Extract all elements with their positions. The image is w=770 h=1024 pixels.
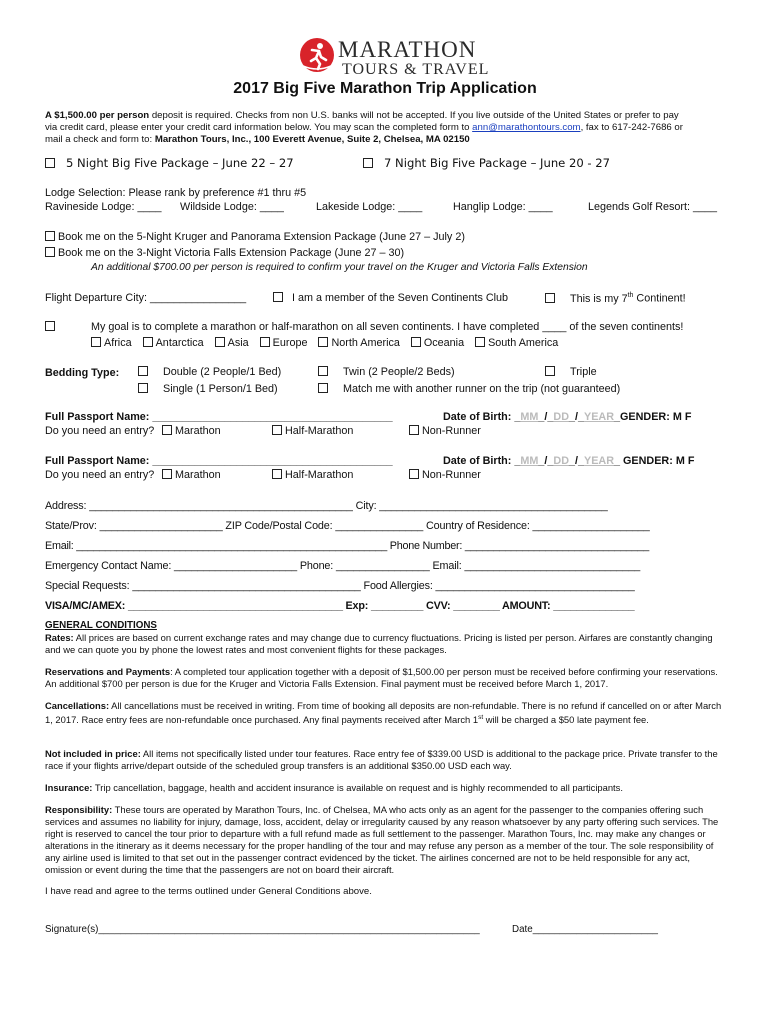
checkbox[interactable] — [215, 337, 225, 347]
page-title: 2017 Big Five Marathon Trip Application — [233, 80, 537, 97]
goal-checkbox[interactable] — [45, 321, 58, 333]
checkbox[interactable] — [138, 383, 148, 393]
entry-nonrunner-1[interactable] — [409, 425, 481, 437]
continent-label: Europe — [272, 337, 308, 349]
reservations-paragraph — [45, 666, 725, 690]
signature-field[interactable]: Signature(s)______________________________________________________________________ — [45, 924, 480, 935]
gender-label: _GENDER: M F — [614, 411, 692, 423]
responsibility-label: Responsibility: — [45, 804, 113, 815]
checkbox[interactable] — [409, 469, 419, 479]
continent-label: South America — [488, 337, 559, 349]
intro-line-2 — [45, 122, 683, 133]
email-phone-field[interactable]: Email: ______________________________________________________ Phone Number: ________________________________ — [45, 540, 650, 552]
bedding-option-label: Single (1 Person/1 Bed) — [163, 383, 278, 395]
goal-text: My goal is to complete a marathon or half-marathon on all seven continents. I have completed ____ of the seven continents! — [91, 321, 684, 333]
checkbox[interactable] — [138, 366, 148, 376]
seventh-label: This is my 7 — [570, 292, 628, 305]
checkbox[interactable] — [318, 337, 328, 347]
checkbox[interactable] — [409, 425, 419, 435]
insurance-paragraph — [45, 782, 725, 794]
cancellations-text: All cancellations must be received in writing. From time of booking all deposits are non-refundable. There is no refund if cancelled on or after March 1, 2017. Race entry fees are non-refundable once purchased. Any final payments received after March 1 — [45, 700, 722, 726]
checkbox[interactable] — [91, 337, 101, 347]
package-5-night[interactable] — [45, 156, 294, 170]
lodge-lakeside[interactable]: Lakeside Lodge: ____ — [316, 201, 423, 213]
package-label: 5 Night Big Five Package – June 22 – 27 — [66, 156, 294, 170]
package-label: 7 Night Big Five Package – June 20 - 27 — [384, 156, 611, 170]
rates-label: Rates: — [45, 632, 74, 643]
entry-option: Marathon — [175, 469, 221, 481]
card-payment-field[interactable]: VISA/MC/AMEX: _____________________________________ Exp: _________ CVV: ________ AMOUNT: ______________ — [45, 600, 635, 612]
extension-note: An additional $700.00 per person is required to confirm your travel on the Kruger and Victoria Falls Extension — [91, 262, 588, 273]
entry-option: Non-Runner — [422, 469, 481, 481]
lodge-heading: Lodge Selection: Please rank by preference #1 thru #5 — [45, 187, 307, 199]
entry-option: Half-Marathon — [285, 425, 354, 437]
continent-label: Africa — [104, 337, 132, 349]
bedding-option-label: Match me with another runner on the trip (not guaranteed) — [343, 383, 621, 395]
dob-1[interactable]: Date of Birth: _MM_/_DD_/_YEAR_GENDER: M F — [443, 411, 692, 423]
reservations-text: : A completed tour application together with a deposit of $1,500.00 per person must be received before confirming your reservations. An additional $700 per person is due for the Kruger and Victoria Falls Extension. Final payment must be received before March 1, 2017. — [45, 666, 718, 689]
entry-row-2 — [45, 469, 154, 481]
agreement-text: I have read and agree to the terms outlined under General Conditions above. — [45, 886, 372, 897]
package-7-night[interactable] — [363, 156, 610, 170]
extension-victoria[interactable] — [45, 247, 404, 259]
bedding-option-label: Triple — [570, 366, 597, 378]
bedding-match[interactable] — [318, 383, 620, 395]
continent-south-america[interactable] — [475, 337, 558, 349]
cancellations-sup: st — [478, 714, 484, 721]
checkbox[interactable] — [318, 366, 328, 376]
dob-dd: DD — [553, 411, 570, 423]
logo-line1: MARATHON — [338, 37, 477, 62]
bedding-twin[interactable] — [318, 366, 455, 378]
entry-row-1 — [45, 425, 154, 437]
entry-label: Do you need an entry? — [45, 469, 155, 481]
continent-europe[interactable] — [260, 337, 308, 349]
continent-label: North America — [331, 337, 400, 349]
rates-text: All prices are based on current exchange rates and may change due to currency fluctuations. Pricing is listed per person. Airfares are constantly changing and we can quote you by phone the lowest rates and most convenient flights for these packages. — [45, 632, 713, 655]
mailing-address: Marathon Tours, Inc., 100 Everett Avenue, Suite 2, Chelsea, MA 02150 — [154, 134, 470, 145]
dob-year: YEAR — [584, 411, 615, 423]
checkbox[interactable] — [273, 292, 283, 302]
checkbox[interactable] — [475, 337, 485, 347]
dob-dd: DD — [553, 455, 570, 467]
checkbox[interactable] — [45, 231, 55, 241]
checkbox[interactable] — [45, 321, 55, 331]
seventh-continent[interactable] — [545, 292, 686, 305]
checkbox[interactable] — [272, 425, 282, 435]
insurance-label: Insurance: — [45, 782, 93, 793]
intro-line-3 — [45, 134, 470, 145]
continent-label: Asia — [227, 337, 249, 349]
dob-label: Date of Birth: _ — [443, 411, 521, 423]
checkbox[interactable] — [411, 337, 421, 347]
deposit-amount: A $1,500.00 per person — [45, 110, 150, 121]
passport-name-1[interactable]: Full Passport Name: ________________________________________ — [45, 411, 393, 423]
continent-list — [91, 337, 558, 349]
checkbox[interactable] — [45, 247, 55, 257]
entry-half-1[interactable] — [272, 425, 353, 437]
logo-line2: TOURS & TRAVEL — [342, 61, 490, 78]
continent-africa[interactable] — [91, 337, 132, 349]
checkbox[interactable] — [363, 158, 373, 168]
checkbox[interactable] — [272, 469, 282, 479]
insurance-text: Trip cancellation, baggage, health and accident insurance is available on request and is highly recommended to all participants. — [92, 782, 623, 793]
continent-asia[interactable] — [215, 337, 249, 349]
continent-north-america[interactable] — [318, 337, 399, 349]
entry-option: Non-Runner — [422, 425, 481, 437]
gender-label: _ GENDER: M F — [614, 455, 695, 467]
seventh-label-end: Continent! — [633, 292, 686, 305]
state-zip-country-field[interactable]: State/Prov: _____________________ ZIP Code/Postal Code: _______________ Country of Residence: ____________________ — [45, 520, 650, 532]
dob-mm: MM — [520, 411, 539, 423]
bedding-option-label: Double (2 People/1 Bed) — [163, 366, 282, 378]
checkbox[interactable] — [318, 383, 328, 393]
intro-text-3: , fax to 617-242-7686 or — [580, 122, 683, 133]
conditions-heading: GENERAL CONDITIONS — [45, 620, 157, 631]
lodge-hanglip[interactable]: Hanglip Lodge: ____ — [453, 201, 553, 213]
entry-label: Do you need an entry? — [45, 425, 155, 437]
bedding-triple[interactable] — [545, 366, 597, 378]
intro-text-1: deposit is required. Checks from non U.S. banks will not be accepted. If you live outside of the United States or prefer to pay — [149, 110, 679, 121]
checkbox[interactable] — [143, 337, 153, 347]
checkbox[interactable] — [260, 337, 270, 347]
checkbox[interactable] — [545, 366, 555, 376]
continent-antarctica[interactable] — [143, 337, 204, 349]
entry-marathon-1[interactable] — [162, 425, 221, 437]
responsibility-text: These tours are operated by Marathon Tours, Inc. of Chelsea, MA who acts only as an agent for the passenger to the companies offering such services and assumes no liability for injury, damage, loss, accident, delay or irregularity caused by any reason whatsoever by any party offering such services. The right is reserved to cancel the tour prior to departure with a full refund made as full settlement to the passenger. Marathon Tours, Inc. may make any changes or alterations in the itinerary as it deems necessary for the proper handling of the tour and may refuse any person as a member of the tour. The sole responsibility of any airline used is limited to that set out in the passenger contract evidenced by the ticket. The airlines concerned are not to be held responsible for any act, omission or event during the time that the passengers are not on board their aircraft. — [45, 804, 719, 875]
extension-kruger[interactable] — [45, 231, 465, 243]
cancellations-label: Cancellations: — [45, 700, 110, 711]
seventh-sup: th — [627, 292, 634, 299]
lodge-wildside[interactable]: Wildside Lodge: ____ — [180, 201, 284, 213]
intro-text-4: mail a check and form to: — [45, 134, 155, 145]
special-requests-field[interactable]: Special Requests: _______________________________________ Food Allergies: __________________________________ — [45, 580, 635, 592]
runner-logo-icon — [298, 36, 336, 74]
entry-marathon-2[interactable] — [162, 469, 221, 481]
not-included-text: All items not specifically listed under tour features. Race entry fee of $339.00 USD is additional to the package price. Private transfer to the race if your flights arrive/depart outside of the scheduled group transfers is an additional $350.00 USD each way. — [45, 748, 718, 771]
dob-2[interactable]: Date of Birth: _MM_/_DD_/_YEAR_ GENDER: M F — [443, 455, 695, 467]
entry-half-2[interactable] — [272, 469, 353, 481]
bedding-label: Bedding Type: — [45, 367, 120, 379]
extension-label: Book me on the 5-Night Kruger and Panorama Extension Package (June 27 – July 2) — [58, 231, 465, 243]
extension-label: Book me on the 3-Night Victoria Falls Extension Package (June 27 – 30) — [58, 247, 405, 259]
intro-line-1 — [45, 110, 679, 121]
reservations-label: Reservations and Payments — [45, 666, 171, 677]
bedding-double[interactable] — [138, 366, 281, 378]
entry-option: Marathon — [175, 425, 221, 437]
emergency-contact-field[interactable]: Emergency Contact Name: _____________________ Phone: ________________ Email: ______________________________ — [45, 560, 641, 572]
flight-departure-city[interactable]: Flight Departure City: ________________ — [45, 292, 247, 304]
checkbox[interactable] — [162, 469, 172, 479]
cancellations-text-end: will be charged a $50 late payment fee. — [483, 714, 649, 726]
dob-year: YEAR — [584, 455, 615, 467]
cancellations-paragraph — [45, 700, 725, 726]
continent-label: Oceania — [423, 337, 465, 349]
email-link[interactable]: ann@marathontours.com — [472, 122, 581, 133]
seven-continents-member[interactable] — [273, 292, 508, 304]
entry-nonrunner-2[interactable] — [409, 469, 481, 481]
continent-oceania[interactable] — [411, 337, 464, 349]
seven-continents-label: I am a member of the Seven Continents Club — [292, 292, 509, 304]
bedding-single[interactable] — [138, 383, 278, 395]
passport-name-2[interactable]: Full Passport Name: ________________________________________ — [45, 455, 393, 467]
continent-label: Antarctica — [155, 337, 204, 349]
lodge-legends[interactable]: Legends Golf Resort: ____ — [588, 201, 718, 213]
not-included-label: Not included in price: — [45, 748, 141, 759]
dob-label: Date of Birth: _ — [443, 455, 521, 467]
checkbox[interactable] — [545, 293, 555, 303]
rates-paragraph — [45, 632, 725, 656]
checkbox[interactable] — [162, 425, 172, 435]
intro-text-2: via credit card, please enter your credit card information below. You may scan the completed form to — [45, 122, 473, 133]
checkbox[interactable] — [45, 158, 55, 168]
responsibility-paragraph — [45, 804, 725, 876]
lodge-ravineside[interactable]: Ravineside Lodge: ____ — [45, 201, 162, 213]
entry-option: Half-Marathon — [285, 469, 354, 481]
logo — [298, 36, 490, 78]
date-field[interactable]: Date_______________________ — [512, 924, 659, 935]
address-city-field[interactable]: Address: _____________________________________________ City: _______________________________________ — [45, 500, 608, 512]
dob-mm: MM — [520, 455, 539, 467]
bedding-option-label: Twin (2 People/2 Beds) — [343, 366, 455, 378]
not-included-paragraph — [45, 748, 725, 772]
